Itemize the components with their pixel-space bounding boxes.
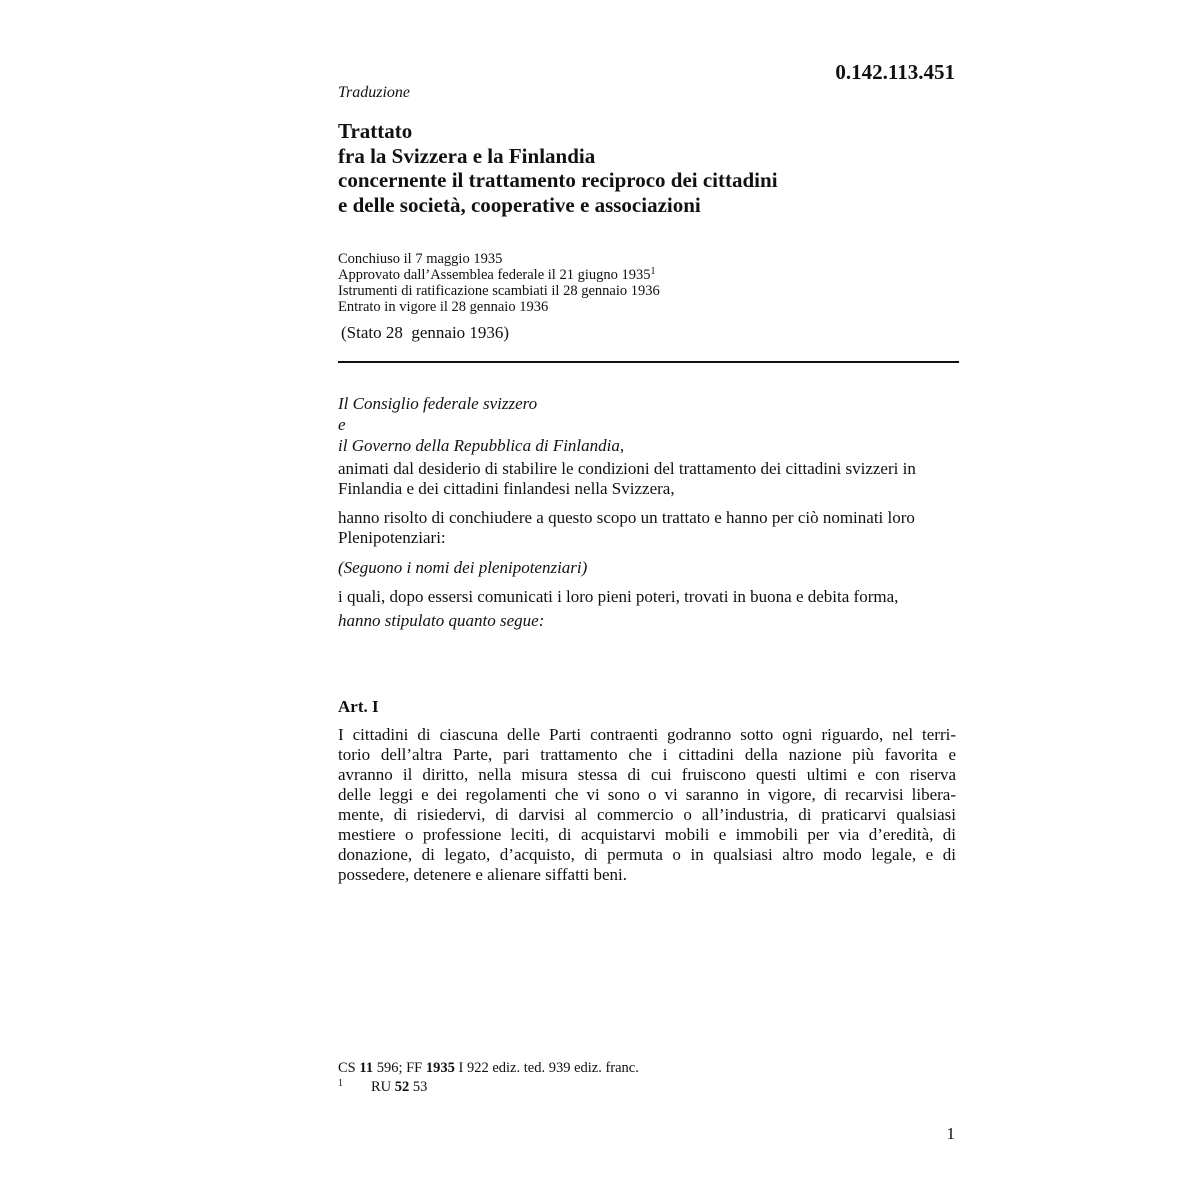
- article-line: torio dell’altra Parte, pari trattamento che i cittadini della nazione più favorita e: [338, 745, 956, 764]
- footnote-1: 1 RU 52 53: [338, 1078, 428, 1095]
- treaty-dates: [338, 251, 958, 315]
- source-reference: CS 11 596; FF 1935 I 922 ediz. ted. 939 ediz. franc.: [338, 1060, 639, 1076]
- title-line: e delle società, cooperative e associazioni: [338, 192, 701, 217]
- title-line: Trattato: [338, 119, 413, 143]
- article-line: possedere, detenere e alienare siffatti beni.: [338, 865, 628, 884]
- header-divider: [338, 361, 959, 363]
- in-force-date: Entrato in vigore il 28 gennaio 1936: [338, 299, 549, 315]
- page-number: 1: [946, 1124, 955, 1143]
- party-one: Il Consiglio federale svizzero: [338, 394, 538, 413]
- party-two: il Governo della Repubblica di Finlandia,: [338, 436, 625, 455]
- article-line: mente, di risiedervi, di darvisi al commercio o all’industria, di praticarvi qualsiasi: [338, 805, 956, 824]
- concluded-date: Conchiuso il 7 maggio 1935: [338, 251, 503, 267]
- title-line: fra la Svizzera e la Finlandia: [338, 143, 596, 168]
- footnotes: [338, 1059, 958, 1097]
- article-body: [338, 725, 956, 885]
- ratification-date: Istrumenti di ratificazione scambiati il 28 gennaio 1936: [338, 283, 660, 299]
- plenipotentiaries-note: (Seguono i nomi dei plenipotenziari): [338, 558, 588, 577]
- article-line: I cittadini di ciascuna delle Parti contraenti godranno sotto ogni riguardo, nel terri-: [338, 725, 956, 744]
- stipulated-line: hanno stipulato quanto segue:: [338, 611, 545, 630]
- preamble-paragraph: animati dal desiderio di stabilire le condizioni del trattamento dei cittadini svizzeri in Finlandia e dei cittadini finlandesi nella Svizzera,: [338, 459, 916, 498]
- article-heading: Art. I: [338, 697, 379, 716]
- footnote-ref: 1: [650, 266, 656, 277]
- preamble-paragraph: i quali, dopo essersi comunicati i loro pieni poteri, trovati in buona e debita forma,: [338, 587, 899, 606]
- document-number: 0.142.113.451: [835, 60, 955, 84]
- title-line: concernente il trattamento reciproco dei cittadini: [338, 168, 778, 192]
- document-title: [338, 119, 958, 217]
- article-line: donazione, di legato, d’acquisto, di permuta o in qualsiasi altro modo legale, e di: [338, 845, 956, 864]
- conjunction: e: [338, 415, 346, 434]
- preamble: [338, 393, 958, 631]
- article-line: delle leggi e dei regolamenti che vi sono o vi saranno in vigore, di recarvisi libera-: [338, 785, 956, 804]
- status-date: (Stato 28 gennaio 1936): [341, 323, 510, 342]
- article-line: mestiere o professione leciti, di acquistarvi mobili e immobili per via d’eredità, di: [338, 825, 956, 844]
- approved-date: Approvato dall’Assemblea federale il 21 giugno 1935: [338, 267, 651, 283]
- article-line: avranno il diritto, nella misura stessa di cui fruiscono questi ultimi e con riserva: [338, 765, 956, 784]
- translation-label: Traduzione: [338, 84, 411, 101]
- preamble-paragraph: hanno risolto di conchiudere a questo scopo un trattato e hanno per ciò nominati loro Plenipotenziari:: [338, 508, 915, 547]
- approved-date-line: [338, 267, 958, 283]
